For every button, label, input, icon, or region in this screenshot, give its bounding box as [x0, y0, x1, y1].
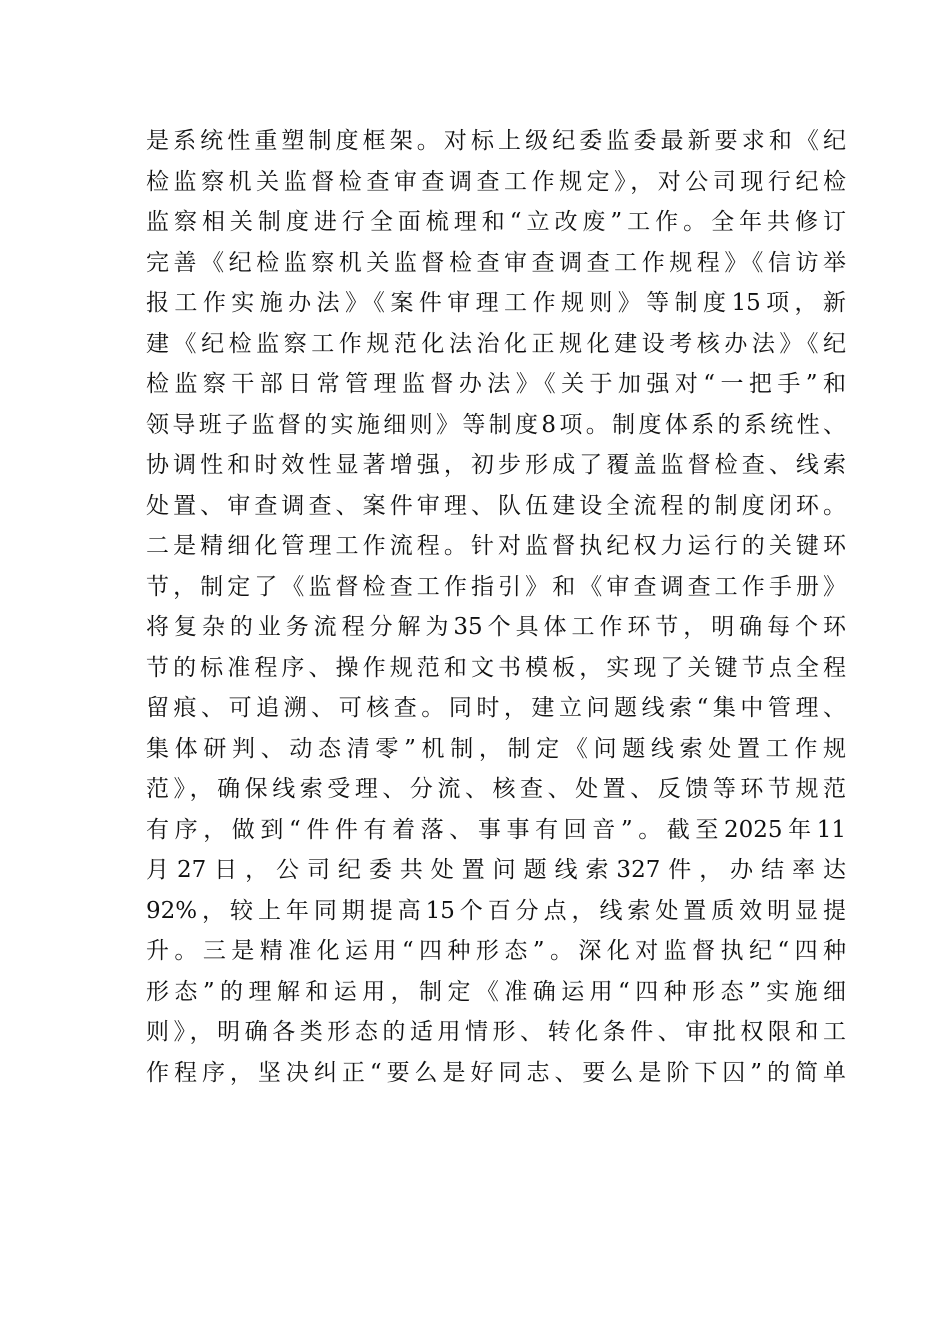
- text-line: 是系统性重塑制度框架。对标上级纪委监委最新要求和《纪: [146, 128, 846, 154]
- body-text: [146, 121, 846, 1093]
- text-line: 则》，明确各类形态的适用情形、转化条件、审批权限和工: [146, 1019, 846, 1045]
- text-line: 协调性和时效性显著增强，初步形成了覆盖监督检查、线索: [146, 452, 846, 478]
- text-line: 范》，确保线索受理、分流、核查、处置、反馈等环节规范: [146, 776, 846, 802]
- text-line: 有序，做到“件件有着落、事事有回音”。截至2025年11: [146, 816, 846, 843]
- text-line: 节的标准程序、操作规范和文书模板，实现了关键节点全程: [146, 654, 846, 681]
- text-line: 报工作实施办法》《案件审理工作规则》等制度15项，新: [146, 290, 846, 316]
- text-line: 建《纪检监察工作规范化法治化正规化建设考核办法》《纪: [146, 330, 846, 357]
- text-line: 形态”的理解和运用，制定《准确运用“四种形态”实施细: [146, 978, 846, 1005]
- text-line: 留痕、可追溯、可核查。同时，建立问题线索“集中管理、: [146, 695, 846, 721]
- text-line: 升。三是精准化运用“四种形态”。深化对监督执纪“四种: [146, 938, 846, 964]
- text-line: 节，制定了《监督检查工作指引》和《审查调查工作手册》: [146, 573, 846, 600]
- text-line: 领导班子监督的实施细则》等制度8项。制度体系的系统性、: [146, 411, 846, 438]
- text-line: 监察相关制度进行全面梳理和“立改废”工作。全年共修订: [146, 209, 846, 235]
- text-line: 处置、审查调查、案件审理、队伍建设全流程的制度闭环。: [146, 492, 846, 519]
- text-line: 将复杂的业务流程分解为35个具体工作环节，明确每个环: [146, 614, 846, 640]
- text-line: 完善《纪检监察机关监督检查审查调查工作规程》《信访举: [146, 249, 846, 276]
- text-line: 集体研判、动态清零”机制，制定《问题线索处置工作规: [146, 735, 846, 762]
- text-line: 作程序，坚决纠正“要么是好同志、要么是阶下囚”的简单: [146, 1059, 846, 1086]
- text-line: 二是精细化管理工作流程。针对监督执纪权力运行的关键环: [146, 533, 846, 559]
- text-line: 月27日，公司纪委共处置问题线索327件，办结率达: [146, 857, 846, 883]
- text-line: 检监察机关监督检查审查调查工作规定》，对公司现行纪检: [146, 168, 846, 195]
- text-line: 检监察干部日常管理监督办法》《关于加强对“一把手”和: [146, 371, 846, 397]
- text-line: 92%，较上年同期提高15个百分点，线索处置质效明显提: [146, 897, 846, 924]
